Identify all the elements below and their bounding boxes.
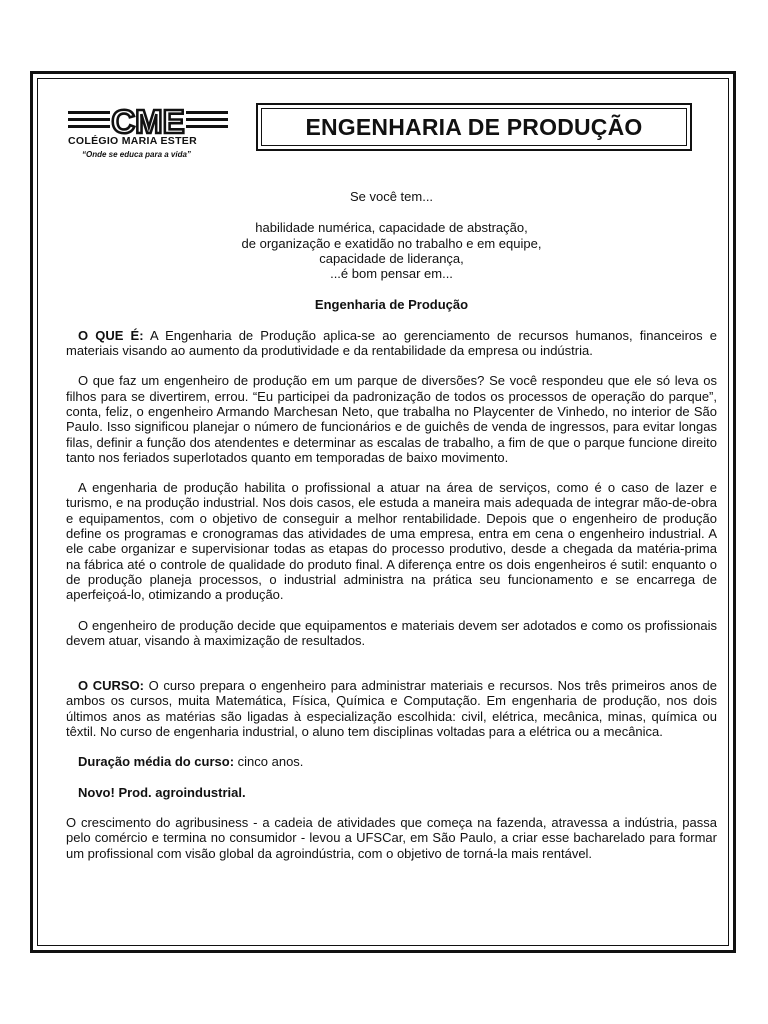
curso-label: O CURSO: <box>78 678 145 694</box>
duracao-line <box>66 754 717 769</box>
intro-line: capacidade de liderança, <box>319 250 464 266</box>
school-logo <box>68 105 228 175</box>
que-e-text: A Engenharia de Produção aplica-se ao gerenciamento de recursos humanos, financeiros e materiais visando ao aumento da produtividade e da rentabilidade da empresa ou indústria. <box>66 327 717 359</box>
cme-logo-icon <box>68 105 228 135</box>
school-motto: “Onde se educa para a vida” <box>82 150 191 159</box>
duracao-label: Duração média do curso: <box>78 754 235 770</box>
paragraph-curso <box>66 678 717 739</box>
duracao-value: cinco anos. <box>234 754 304 770</box>
novo-heading: Novo! Prod. agroindustrial. <box>78 784 246 800</box>
paragraph-que-e <box>66 328 717 359</box>
title-box <box>256 103 692 151</box>
intro-line: habilidade numérica, capacidade de abstração, <box>255 220 528 236</box>
que-e-label: O QUE É: <box>78 327 144 343</box>
section-subtitle: Engenharia de Produção <box>314 297 469 313</box>
intro-line: de organização e exatidão no trabalho e em equipe, <box>241 235 542 251</box>
paragraph-decisoes: O engenheiro de produção decide que equipamentos e materiais devem ser adotados e como os profissionais devem atuar, visando à maximização de resultados. <box>66 617 717 648</box>
svg-text:CME: CME <box>111 105 185 135</box>
paragraph-agro: O crescimento do agribusiness - a cadeia de atividades que começa na fazenda, atravessa a indústria, passa pelo comércio e termina no consumidor - levou a UFSCar, em São Paulo, a criar esse bacharelado para formar um profissional com visão global da agroindústria, com o objetivo de torná-la mais rentável. <box>66 814 717 861</box>
document-body <box>66 189 717 861</box>
page-border <box>30 71 736 953</box>
paragraph-area-servicos: A engenharia de produção habilita o profissional a atuar na área de serviços, como é o caso de lazer e turismo, e na produção industrial. Nos dois casos, ele estuda a maneira mais adequada de integrar mão-de-obra e equipamentos, com o objetivo de conseguir a melhor rentabilidade. Depois que o engenheiro de produção define os programas e cronogramas das atividades de uma empresa, entra em cena o engenheiro industrial. A ele cabe organizar e supervisionar todas as etapas do processo produtivo, desde a chegada da matéria-prima na fábrica até o controle de qualidade do produto final. A diferença entre os dois engenheiros é sutil: enquanto o de produção planeja processos, o industrial administra na prática seu funcionamento e se encarrega de aperfeiçoá-lo, otimizando a produção. <box>66 480 717 603</box>
page-title: ENGENHARIA DE PRODUÇÃO <box>261 108 687 146</box>
paragraph-parque: O que faz um engenheiro de produção em um parque de diversões? Se você respondeu que ele só leva os filhos para se divertirem, errou. “Eu participei da padronização de todos os processos de operação do parque”, conta, feliz, o engenheiro Armando Marchesan Neto, que trabalha no Playcenter de Vinhedo, no interior de São Paulo. Isso significou planejar o número de funcionários e de guichês de venda de ingressos, para evitar longas filas, definir a função dos atendentes e determinar as escalas de trabalho, a fim de que o parque funcione direito tanto nos feriados superlotados quanto em temporadas de baixo movimento. <box>66 373 717 465</box>
school-name: COLÉGIO MARIA ESTER <box>68 135 197 147</box>
intro-line: ...é bom pensar em... <box>330 266 453 282</box>
curso-text: O curso prepara o engenheiro para administrar materiais e recursos. Nos três primeiros anos de ambos os cursos, muita Matemática, Física, Química e Computação. Em engenharia de produção, nos dois últimos anos as matérias são ligadas à especialização escolhida: civil, elétrica, mecânica, minas, química ou têxtil. No curso de engenharia industrial, o aluno tem disciplinas voltadas para a elétrica ou a mecânica. <box>66 678 717 740</box>
intro-line: Se você tem... <box>349 189 434 204</box>
page-border-inner <box>37 78 729 946</box>
